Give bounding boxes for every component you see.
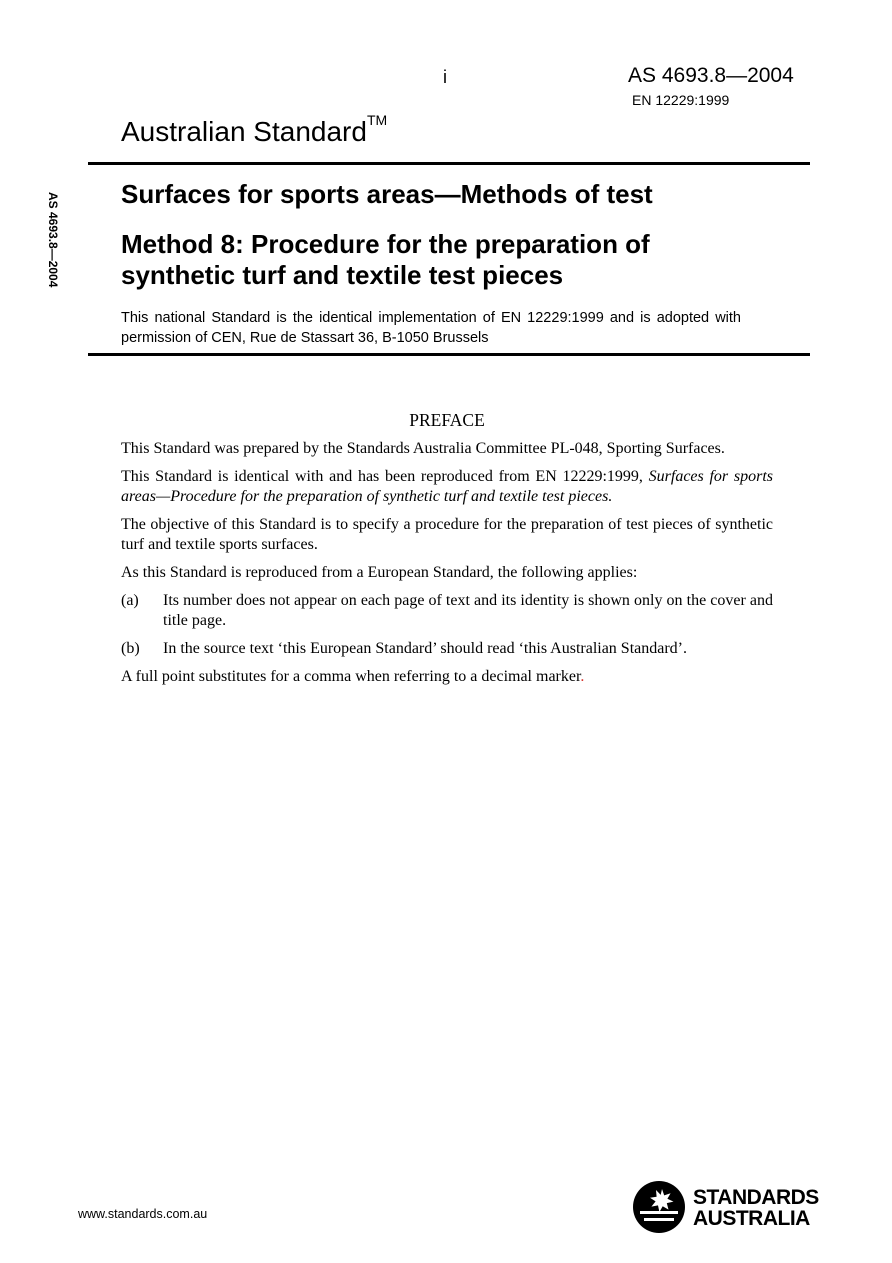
standard-number: AS 4693.8—2004 (628, 64, 794, 87)
list-item-label: (b) (121, 640, 140, 657)
main-title: Surfaces for sports areas—Methods of test (121, 179, 653, 209)
list-item-text: Its number does not appear on each page of text and its identity is shown only on the cover and title page. (163, 592, 773, 629)
preface-section (121, 410, 773, 695)
source-title: Surfaces for sports areas—Procedure for the preparation of synthetic turf and textile test pieces. (121, 468, 773, 505)
preface-paragraph-source (121, 467, 773, 507)
preface-paragraph-decimal (121, 667, 773, 687)
en-number: EN 12229:1999 (632, 92, 730, 108)
page-number: i (443, 67, 447, 87)
preface-paragraph: This Standard was prepared by the Standards Australia Committee PL-048, Sporting Surfaces. (121, 440, 725, 457)
top-rule (88, 162, 810, 165)
logo-line-australia: AUSTRALIA (693, 1207, 810, 1230)
decimal-full-stop: . (580, 668, 585, 685)
preface-heading: PREFACE (409, 410, 485, 430)
list-item (121, 639, 773, 659)
decimal-text: A full point substitutes for a comma when referring to a decimal marker (121, 668, 581, 685)
list-item-label: (a) (121, 592, 139, 609)
footer-url: www.standards.com.au (78, 1207, 208, 1221)
adoption-note: This national Standard is the identical implementation of EN 12229:1999 and is adopted with permission of CEN, Rue de Stassart 36, B-1050 Brussels (121, 310, 741, 346)
list-item (121, 591, 773, 631)
list-item-text: In the source text ‘this European Standard’ should read ‘this Australian Standard’. (163, 640, 688, 657)
brand-title-text: Australian Standard (121, 116, 367, 147)
logo-line-standards: STANDARDS (693, 1186, 819, 1209)
source-text: This Standard is identical with and has been reproduced from EN 12229:1999, (121, 468, 649, 485)
logo-emblem-icon (632, 1180, 686, 1234)
brand-title (121, 112, 388, 148)
standards-australia-logo (632, 1180, 822, 1236)
bottom-rule (88, 353, 810, 356)
method-title: Method 8: Procedure for the preparation of synthetic turf and textile test pieces (121, 229, 650, 290)
preface-paragraph-objective: The objective of this Standard is to specify a procedure for the preparation of test pieces of synthetic turf and textile sports surfaces. (121, 516, 773, 553)
logo-wordmark (693, 1187, 819, 1229)
spine-label: AS 4693.8—2004 (46, 192, 60, 288)
preface-paragraph-applies: As this Standard is reproduced from a European Standard, the following applies: (121, 564, 638, 581)
trademark-mark: TM (366, 112, 388, 128)
